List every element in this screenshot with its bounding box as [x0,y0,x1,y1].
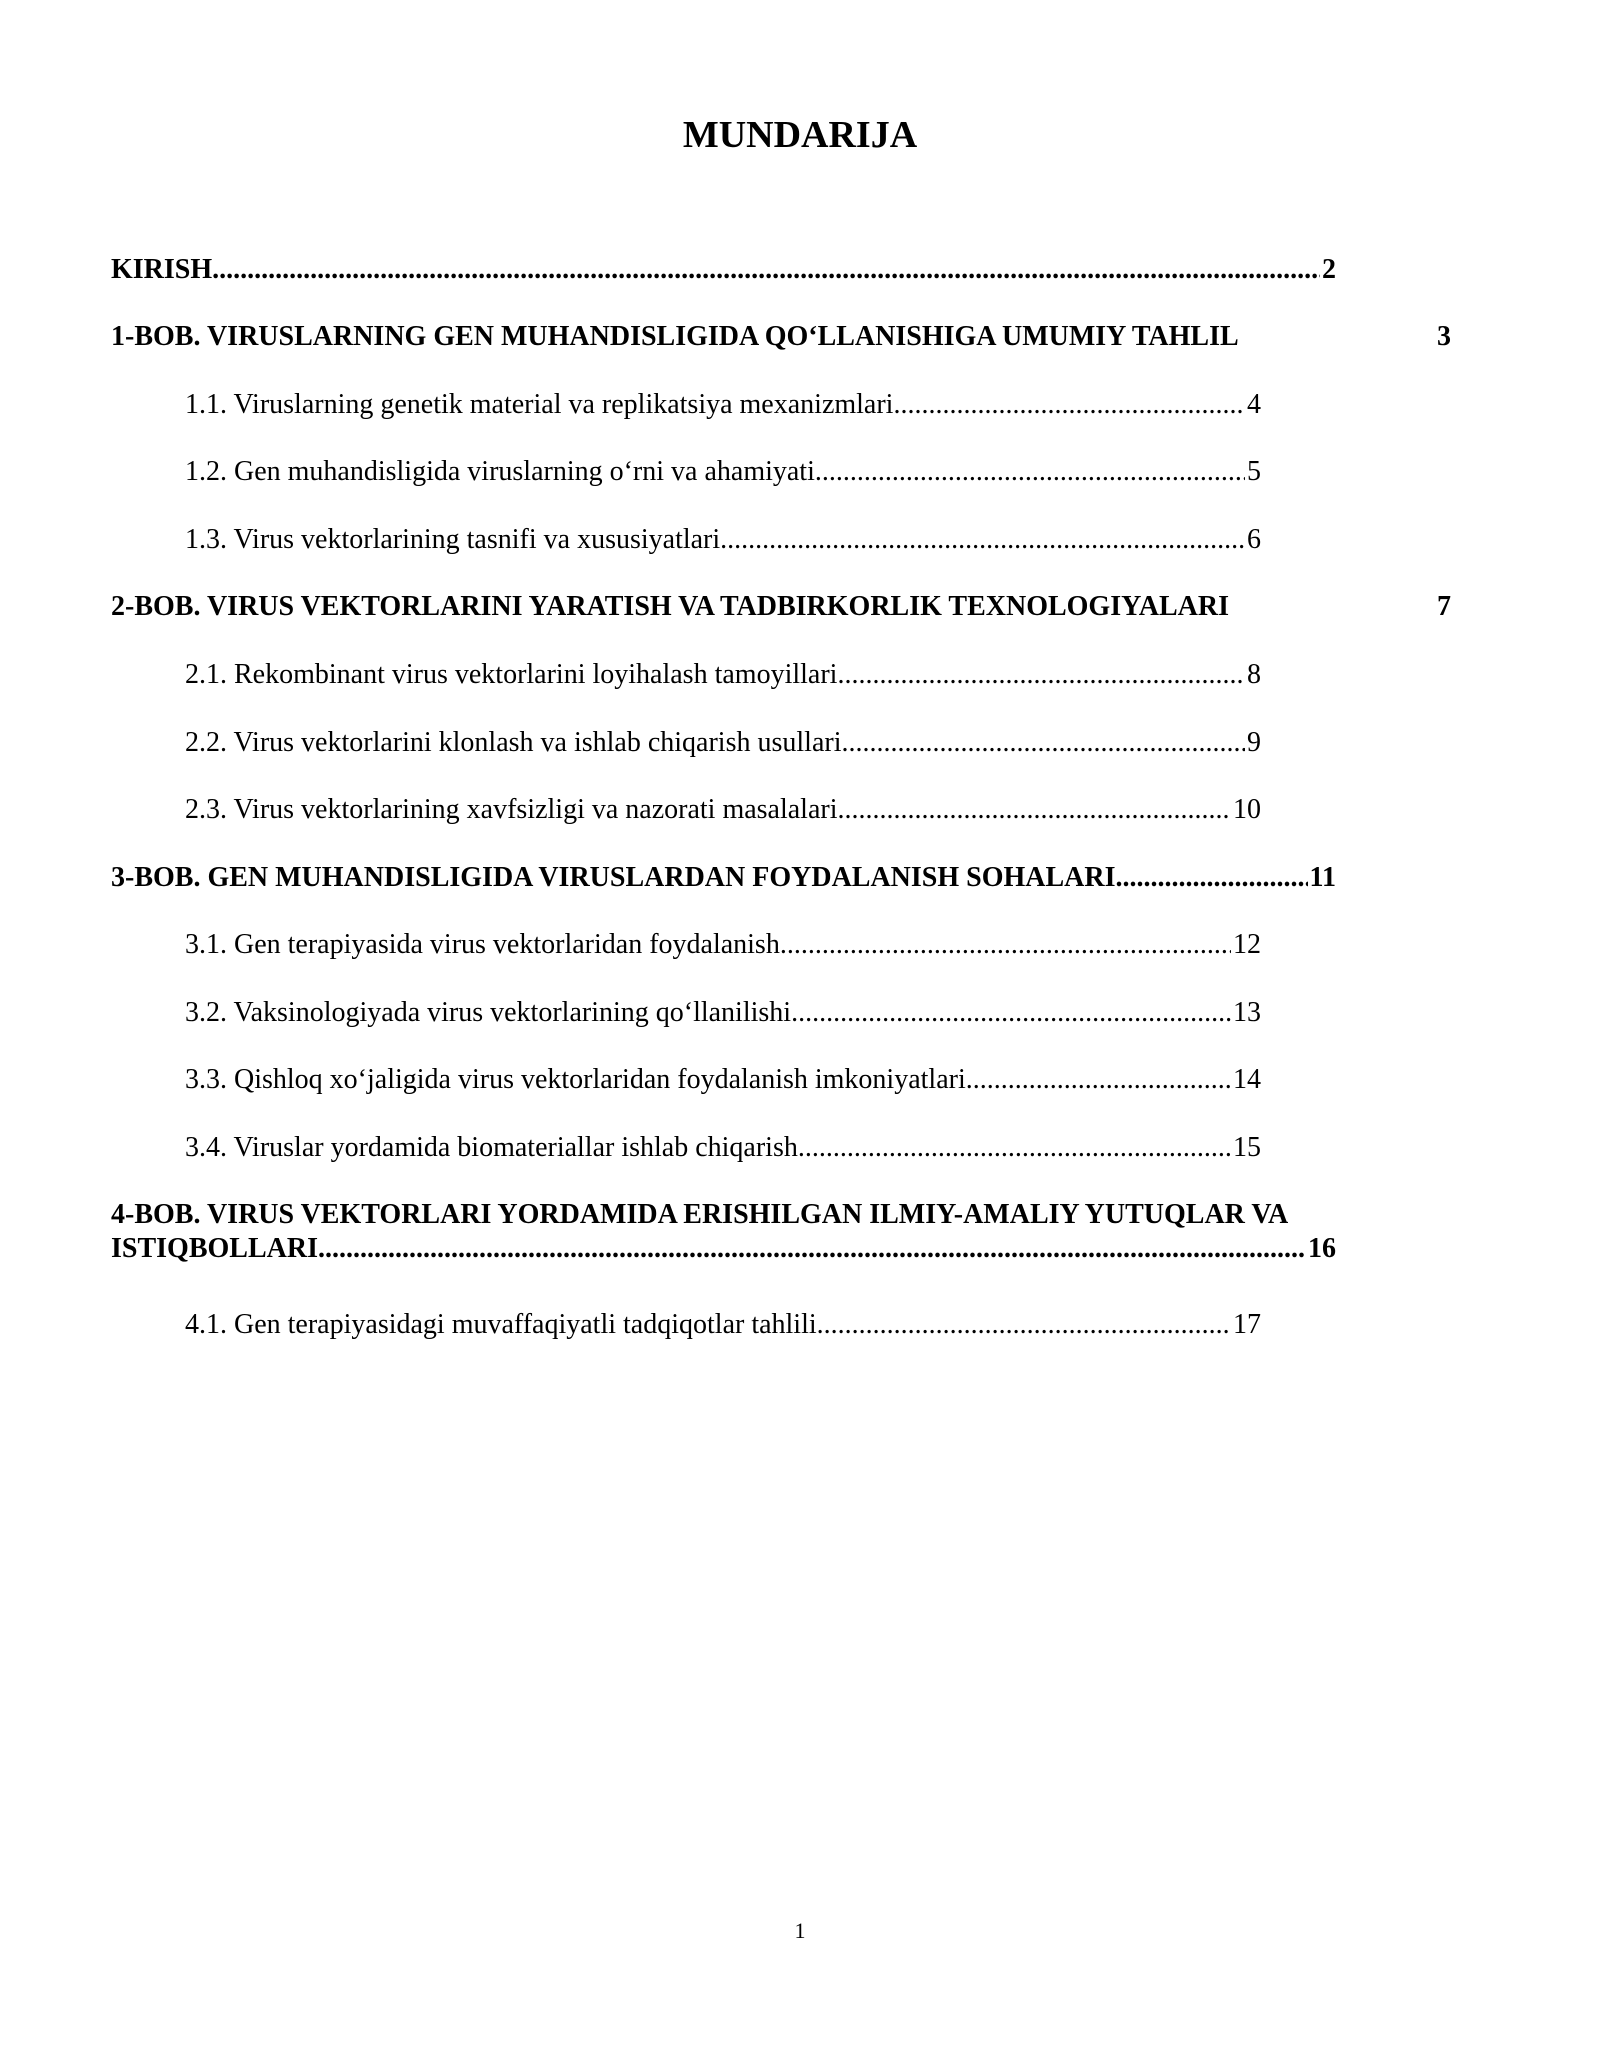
toc-entry-section-3-3[interactable] [111,1063,1261,1097]
toc-entry-page: 7 [1437,591,1451,622]
dot-leader [893,388,1245,422]
toc-entry-page: 4 [1247,389,1261,420]
dot-leader [815,455,1245,489]
toc-entry-page: 13 [1233,997,1261,1028]
toc-entry-label: 1-BOB. VIRUSLARNING GEN MUHANDISLIGIDA QO‘LLANISHIGA UMUMIY TAHLIL [111,321,1239,352]
dot-leader [780,928,1231,962]
toc-entry-section-1-3[interactable] [111,523,1261,557]
dot-leader [837,658,1245,692]
toc-entry-page: 17 [1233,1309,1261,1340]
toc-entry-page: 12 [1233,929,1261,960]
toc-entry-label: 2-BOB. VIRUS VEKTORLARINI YARATISH VA TADBIRKORLIK TEXNOLOGIYALARI [111,591,1229,622]
toc-entry-label: 4.1. Gen terapiyasidagi muvaffaqiyatli tadqiqotlar tahlili [185,1309,817,1340]
dot-leader [318,1232,1306,1266]
toc-entry-page: 2 [1322,254,1336,285]
toc-entry-section-3-1[interactable] [111,928,1261,962]
toc-entry-page: 16 [1308,1233,1336,1264]
toc-entry-page: 3 [1437,321,1451,352]
toc-entry-page: 6 [1247,524,1261,555]
dot-leader [212,253,1320,287]
toc-entry-label: 2.1. Rekombinant virus vektorlarini loyihalash tamoyillari [185,659,838,690]
toc-entry-label-line2-row [111,1232,1336,1266]
toc-entry-chapter-4[interactable] [111,1198,1336,1266]
toc-entry-label: 2.3. Virus vektorlarining xavfsizligi va nazorati masalalari [185,794,838,825]
toc-entry-section-4-1[interactable] [111,1308,1261,1342]
toc-entry-page: 8 [1247,659,1261,690]
toc-entry-section-3-4[interactable] [111,1131,1261,1165]
toc-entry-page: 5 [1247,456,1261,487]
toc-entry-label-line2: ISTIQBOLLARI [111,1233,318,1264]
toc-entry-section-2-2[interactable] [111,726,1261,760]
toc-entry-label: 3.2. Vaksinologiyada virus vektorlarining qo‘llanilishi [185,997,792,1028]
toc-entry-page: 15 [1233,1132,1261,1163]
toc-entry-section-2-3[interactable] [111,793,1261,827]
dot-leader [841,726,1245,760]
toc-entry-label: 1.3. Virus vektorlarining tasnifi va xususiyatlari [185,524,721,555]
toc-entry-label: 1.2. Gen muhandisligida viruslarning o‘rni va ahamiyati [185,456,815,487]
toc-entry-label: 3.4. Viruslar yordamida biomateriallar ishlab chiqarish [185,1132,798,1163]
toc-entry-label: 3.3. Qishloq xo‘jaligida virus vektorlaridan foydalanish imkoniyatlari [185,1064,966,1095]
toc-entry-label-line1: 4-BOB. VIRUS VEKTORLARI YORDAMIDA ERISHILGAN ILMIY-AMALIY YUTUQLAR VA [111,1199,1289,1230]
dot-leader [838,793,1232,827]
toc-entry-label: 3-BOB. GEN MUHANDISLIGIDA VIRUSLARDAN FOYDALANISH SOHALARI [111,862,1116,893]
toc-entry-page: 11 [1309,862,1336,893]
dot-leader [1116,861,1308,895]
toc-entry-chapter-1[interactable] [111,320,1451,354]
toc-entry-section-3-2[interactable] [111,996,1261,1030]
toc-entry-page: 10 [1233,794,1261,825]
toc-entry-page: 9 [1247,727,1261,758]
toc-entry-label: KIRISH [111,254,213,285]
dot-leader [720,523,1245,557]
toc-entry-page: 14 [1233,1064,1261,1095]
toc-entry-label: 2.2. Virus vektorlarini klonlash va ishlab chiqarish usullari [185,727,842,758]
toc-entry-label: 1.1. Viruslarning genetik material va replikatsiya mexanizmlari [185,389,894,420]
toc-entry-chapter-3[interactable] [111,861,1336,895]
page-number: 1 [794,1918,806,1943]
page-title: MUNDARIJA [682,114,918,156]
dot-leader [966,1063,1231,1097]
toc-entry-section-2-1[interactable] [111,658,1261,692]
toc-entry-section-1-1[interactable] [111,388,1261,422]
dot-leader [798,1131,1231,1165]
toc-entry-section-1-2[interactable] [111,455,1261,489]
toc-entry-kirish[interactable] [111,253,1336,287]
toc-entry-label: 3.1. Gen terapiyasida virus vektorlaridan foydalanish [185,929,780,960]
dot-leader [791,996,1231,1030]
dot-leader [817,1308,1231,1342]
toc-entry-chapter-2[interactable] [111,590,1451,624]
